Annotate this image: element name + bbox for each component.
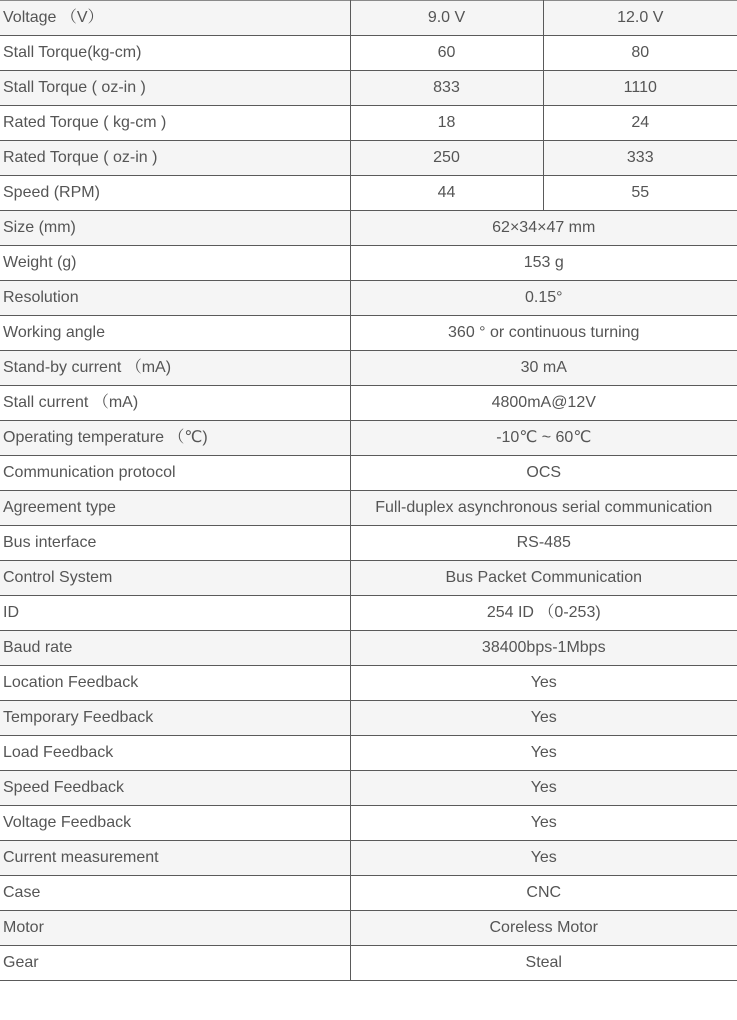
- spec-value: 254 ID （0-253): [350, 596, 737, 631]
- spec-row-current-measurement: [0, 841, 737, 876]
- spec-value: Yes: [350, 771, 737, 806]
- spec-label: Motor: [0, 911, 350, 946]
- spec-value: Yes: [350, 701, 737, 736]
- spec-row-stall-current: [0, 386, 737, 421]
- spec-label: Gear: [0, 946, 350, 981]
- spec-value: 153 g: [350, 246, 737, 281]
- spec-row-communication-protocol: [0, 456, 737, 491]
- spec-row-voltage-feedback: [0, 806, 737, 841]
- spec-row-standby-current: [0, 351, 737, 386]
- spec-label: Load Feedback: [0, 736, 350, 771]
- spec-value: 38400bps-1Mbps: [350, 631, 737, 666]
- spec-label: Stall current （mA): [0, 386, 350, 421]
- spec-label: Case: [0, 876, 350, 911]
- spec-row-working-angle: [0, 316, 737, 351]
- spec-value: Coreless Motor: [350, 911, 737, 946]
- spec-label: Current measurement: [0, 841, 350, 876]
- spec-row-rated-torque-ozin: [0, 141, 737, 176]
- spec-value: 62×34×47 mm: [350, 211, 737, 246]
- spec-row-operating-temperature: [0, 421, 737, 456]
- spec-value: RS-485: [350, 526, 737, 561]
- spec-row-temporary-feedback: [0, 701, 737, 736]
- spec-label: Stall Torque(kg-cm): [0, 36, 350, 71]
- spec-row-rated-torque-kgcm: [0, 106, 737, 141]
- spec-value: CNC: [350, 876, 737, 911]
- spec-row-speed: [0, 176, 737, 211]
- spec-value-9v: 44: [350, 176, 543, 211]
- spec-row-bus-interface: [0, 526, 737, 561]
- spec-row-location-feedback: [0, 666, 737, 701]
- spec-label: Operating temperature （℃): [0, 421, 350, 456]
- spec-label: Agreement type: [0, 491, 350, 526]
- spec-value: OCS: [350, 456, 737, 491]
- spec-row-size: [0, 211, 737, 246]
- spec-label: Voltage （V）: [0, 1, 350, 36]
- spec-label: Size (mm): [0, 211, 350, 246]
- spec-value: -10℃ ~ 60℃: [350, 421, 737, 456]
- spec-label: Rated Torque ( kg-cm ): [0, 106, 350, 141]
- spec-row-resolution: [0, 281, 737, 316]
- spec-value: Bus Packet Communication: [350, 561, 737, 596]
- spec-row-stall-torque-kgcm: [0, 36, 737, 71]
- spec-value: Steal: [350, 946, 737, 981]
- spec-label: Temporary Feedback: [0, 701, 350, 736]
- spec-label: Bus interface: [0, 526, 350, 561]
- spec-value: 0.15°: [350, 281, 737, 316]
- spec-value-9v: 250: [350, 141, 543, 176]
- spec-value-12v: 80: [543, 36, 737, 71]
- spec-row-weight: [0, 246, 737, 281]
- spec-label: Stall Torque ( oz-in ): [0, 71, 350, 106]
- spec-label: Weight (g): [0, 246, 350, 281]
- spec-value-12v: 1110: [543, 71, 737, 106]
- spec-row-gear: [0, 946, 737, 981]
- spec-value: Yes: [350, 666, 737, 701]
- spec-value-9v: 833: [350, 71, 543, 106]
- spec-row-control-system: [0, 561, 737, 596]
- spec-value-12v: 24: [543, 106, 737, 141]
- spec-row-id: [0, 596, 737, 631]
- spec-label: Baud rate: [0, 631, 350, 666]
- spec-row-baud-rate: [0, 631, 737, 666]
- spec-label: Stand-by current （mA): [0, 351, 350, 386]
- spec-row-load-feedback: [0, 736, 737, 771]
- spec-row-stall-torque-ozin: [0, 71, 737, 106]
- spec-value: 360 ° or continuous turning: [350, 316, 737, 351]
- spec-value-12v: 12.0 V: [543, 1, 737, 36]
- spec-label: Rated Torque ( oz-in ): [0, 141, 350, 176]
- spec-row-voltage: [0, 1, 737, 36]
- spec-value: 4800mA@12V: [350, 386, 737, 421]
- spec-label: Voltage Feedback: [0, 806, 350, 841]
- spec-value-9v: 60: [350, 36, 543, 71]
- spec-label: Working angle: [0, 316, 350, 351]
- spec-row-case: [0, 876, 737, 911]
- spec-value: Full-duplex asynchronous serial communication: [350, 491, 737, 526]
- spec-label: Speed (RPM): [0, 176, 350, 211]
- spec-label: Control System: [0, 561, 350, 596]
- spec-value: Yes: [350, 806, 737, 841]
- spec-label: Location Feedback: [0, 666, 350, 701]
- spec-label: Speed Feedback: [0, 771, 350, 806]
- spec-label: Resolution: [0, 281, 350, 316]
- spec-value-12v: 55: [543, 176, 737, 211]
- spec-value-12v: 333: [543, 141, 737, 176]
- spec-row-speed-feedback: [0, 771, 737, 806]
- spec-label: ID: [0, 596, 350, 631]
- spec-label: Communication protocol: [0, 456, 350, 491]
- spec-value-9v: 9.0 V: [350, 1, 543, 36]
- spec-value-9v: 18: [350, 106, 543, 141]
- spec-value: 30 mA: [350, 351, 737, 386]
- spec-table-body: [0, 1, 737, 981]
- spec-value: Yes: [350, 736, 737, 771]
- spec-row-agreement-type: [0, 491, 737, 526]
- spec-row-motor: [0, 911, 737, 946]
- spec-value: Yes: [350, 841, 737, 876]
